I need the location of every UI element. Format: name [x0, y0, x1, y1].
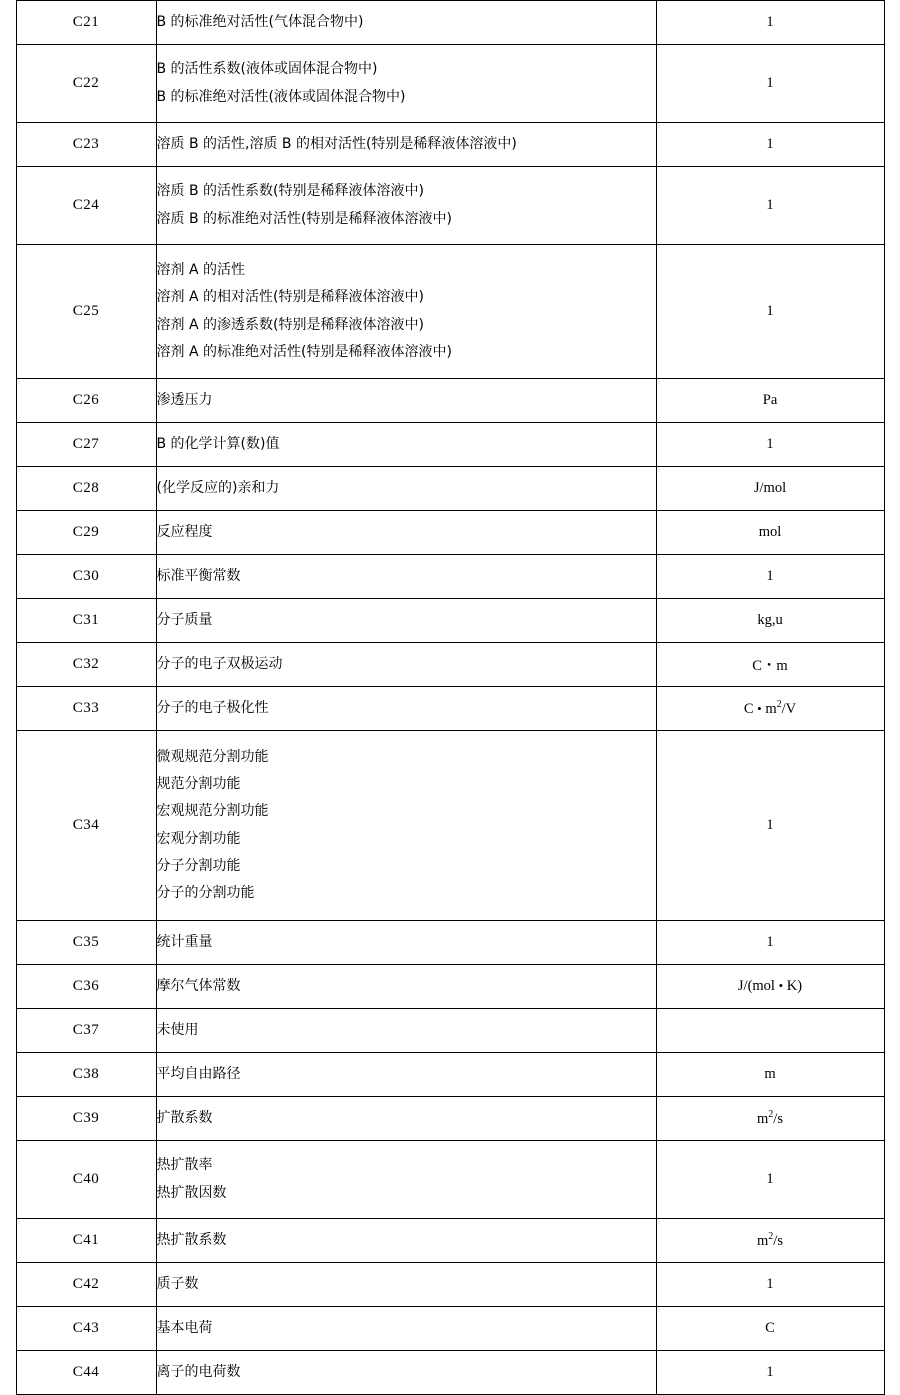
table-row	[16, 555, 884, 599]
cell-unit: C	[656, 1307, 884, 1351]
cell-code: C34	[16, 731, 156, 921]
cell-quantity-name	[156, 1263, 656, 1307]
table-row	[16, 599, 884, 643]
cell-quantity-name	[156, 467, 656, 511]
quantity-name-line: 溶剂 A 的活性	[156, 261, 245, 278]
cell-quantity-name	[156, 1, 656, 45]
quantity-name-line: B 的标准绝对活性(液体或固体混合物中)	[156, 88, 406, 105]
cell-code: C27	[16, 423, 156, 467]
quantity-name-line: 热扩散系数	[156, 1231, 227, 1248]
table-row	[16, 1219, 884, 1263]
quantity-name-line: 分子质量	[156, 611, 213, 628]
cell-unit: C・m	[656, 643, 884, 687]
cell-code: C24	[16, 167, 156, 245]
quantity-name-line: 平均自由路径	[156, 1065, 241, 1082]
quantity-name-line: 渗透压力	[156, 391, 213, 408]
quantity-name-line: 摩尔气体常数	[156, 977, 241, 994]
table-row	[16, 687, 884, 731]
quantity-name-line: 热扩散率	[156, 1157, 213, 1174]
quantity-name-line: 反应程度	[156, 523, 213, 540]
cell-code: C44	[16, 1351, 156, 1395]
cell-code: C29	[16, 511, 156, 555]
cell-code: C38	[16, 1053, 156, 1097]
cell-quantity-name	[156, 423, 656, 467]
cell-unit: $m^2/s$	[656, 1219, 884, 1263]
cell-code: C37	[16, 1009, 156, 1053]
cell-unit: 1	[656, 1263, 884, 1307]
cell-code: C30	[16, 555, 156, 599]
table-row	[16, 423, 884, 467]
cell-unit: C • $m^2/V$	[656, 687, 884, 731]
cell-code: C28	[16, 467, 156, 511]
cell-quantity-name	[156, 379, 656, 423]
quantity-name-line: 分子的电子极化性	[156, 699, 269, 716]
cell-unit: 1	[656, 1, 884, 45]
cell-unit: 1	[656, 1141, 884, 1219]
cell-unit: 1	[656, 731, 884, 921]
cell-quantity-name	[156, 1351, 656, 1395]
quantity-name-line: 宏观规范分割功能	[156, 803, 269, 820]
quantity-name-line: 溶质 B 的标准绝对活性(特别是稀释液体溶液中)	[156, 210, 452, 227]
cell-unit: 1	[656, 1351, 884, 1395]
cell-quantity-name	[156, 965, 656, 1009]
cell-unit: 1	[656, 555, 884, 599]
quantity-name-line: 扩散系数	[156, 1109, 213, 1126]
cell-code: C23	[16, 123, 156, 167]
cell-quantity-name	[156, 1307, 656, 1351]
cell-quantity-name	[156, 555, 656, 599]
cell-code: C25	[16, 245, 156, 379]
table-row	[16, 731, 884, 921]
cell-unit: J/mol	[656, 467, 884, 511]
table-row	[16, 467, 884, 511]
quantity-name-line: 热扩散因数	[156, 1184, 227, 1201]
quantity-name-line: 标准平衡常数	[156, 567, 241, 584]
cell-unit: Pa	[656, 379, 884, 423]
table-row	[16, 167, 884, 245]
table-row	[16, 643, 884, 687]
cell-quantity-name	[156, 1053, 656, 1097]
cell-quantity-name	[156, 687, 656, 731]
table-row	[16, 1097, 884, 1141]
quantity-name-line: (化学反应的)亲和力	[156, 479, 280, 496]
quantity-name-line: 分子分割功能	[156, 857, 241, 874]
cell-quantity-name	[156, 511, 656, 555]
quantity-name-line: 溶剂 A 的渗透系数(特别是稀释液体溶液中)	[156, 316, 424, 333]
quantity-name-line: 统计重量	[156, 933, 213, 950]
quantity-name-line: 溶剂 A 的相对活性(特别是稀释液体溶液中)	[156, 289, 424, 306]
quantity-name-line: B 的标准绝对活性(气体混合物中)	[156, 13, 364, 30]
cell-quantity-name	[156, 45, 656, 123]
quantity-name-line: 微观规范分割功能	[156, 748, 269, 765]
cell-quantity-name	[156, 245, 656, 379]
table-row	[16, 1263, 884, 1307]
cell-code: C33	[16, 687, 156, 731]
table-row	[16, 1, 884, 45]
cell-code: C40	[16, 1141, 156, 1219]
cell-unit: 1	[656, 45, 884, 123]
table-row	[16, 1009, 884, 1053]
cell-code: C36	[16, 965, 156, 1009]
cell-unit: 1	[656, 123, 884, 167]
cell-quantity-name	[156, 1141, 656, 1219]
cell-code: C35	[16, 921, 156, 965]
cell-code: C41	[16, 1219, 156, 1263]
cell-unit: 1	[656, 167, 884, 245]
table-row	[16, 245, 884, 379]
cell-unit: mol	[656, 511, 884, 555]
cell-unit: 1	[656, 245, 884, 379]
cell-unit: 1	[656, 423, 884, 467]
cell-quantity-name	[156, 921, 656, 965]
table-row	[16, 123, 884, 167]
cell-code: C21	[16, 1, 156, 45]
table-row	[16, 965, 884, 1009]
table-row	[16, 45, 884, 123]
cell-code: C31	[16, 599, 156, 643]
quantity-name-line: B 的化学计算(数)值	[156, 435, 280, 452]
quantity-name-line: 溶剂 A 的标准绝对活性(特别是稀释液体溶液中)	[156, 343, 452, 360]
cell-unit	[656, 1009, 884, 1053]
cell-code: C22	[16, 45, 156, 123]
cell-quantity-name	[156, 123, 656, 167]
cell-quantity-name	[156, 1009, 656, 1053]
quantity-name-line: 溶质 B 的活性系数(特别是稀释液体溶液中)	[156, 183, 424, 200]
cell-unit: m	[656, 1053, 884, 1097]
table-body	[16, 1, 884, 1395]
quantity-name-line: 宏观分割功能	[156, 830, 241, 847]
cell-code: C26	[16, 379, 156, 423]
cell-quantity-name	[156, 643, 656, 687]
cell-unit: $m^2/s$	[656, 1097, 884, 1141]
quantity-name-line: 基本电荷	[156, 1319, 213, 1336]
cell-quantity-name	[156, 1219, 656, 1263]
cell-quantity-name	[156, 167, 656, 245]
cell-unit: kg,u	[656, 599, 884, 643]
table-row	[16, 1053, 884, 1097]
table-row	[16, 379, 884, 423]
cell-quantity-name	[156, 599, 656, 643]
table-row	[16, 1351, 884, 1395]
cell-quantity-name	[156, 731, 656, 921]
quantity-name-line: 分子的分割功能	[156, 885, 255, 902]
table-row	[16, 511, 884, 555]
cell-code: C32	[16, 643, 156, 687]
quantity-name-line: 规范分割功能	[156, 775, 241, 792]
quantity-name-line: 溶质 B 的活性,溶质 B 的相对活性(特别是稀释液体溶液中)	[156, 135, 517, 152]
quantity-name-line: 质子数	[156, 1275, 199, 1292]
table-row	[16, 921, 884, 965]
quantity-name-line: 分子的电子双极运动	[156, 655, 283, 672]
cell-unit: J/(mol • K)	[656, 965, 884, 1009]
quantity-name-line: 未使用	[156, 1021, 199, 1038]
cell-code: C43	[16, 1307, 156, 1351]
quantity-name-line: B 的活性系数(液体或固体混合物中)	[156, 61, 378, 78]
quantity-name-line: 离子的电荷数	[156, 1363, 241, 1380]
cell-quantity-name	[156, 1097, 656, 1141]
cell-code: C39	[16, 1097, 156, 1141]
cell-code: C42	[16, 1263, 156, 1307]
table-row	[16, 1307, 884, 1351]
cell-unit: 1	[656, 921, 884, 965]
table-row	[16, 1141, 884, 1219]
quantity-unit-table	[16, 0, 885, 1395]
